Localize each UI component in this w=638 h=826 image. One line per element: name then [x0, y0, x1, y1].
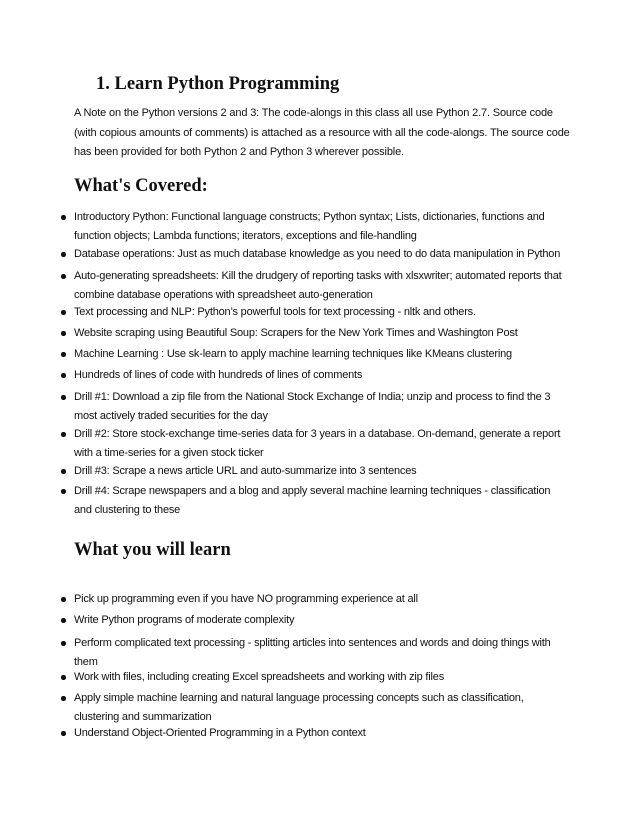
what-you-will-learn-heading: What you will learn [74, 540, 231, 560]
page-title: 1. Learn Python Programming [96, 74, 340, 94]
whats-covered-heading: What's Covered: [74, 176, 208, 196]
list-item: Drill #4: Scrape newspapers and a blog and apply several machine learning techniques - classification and clustering to these [74, 482, 564, 520]
list-item: Auto-generating spreadsheets: Kill the drudgery of reporting tasks with xlsxwriter; automated reports that combine database operations with spreadsheet auto-generation [74, 267, 564, 305]
bullet-icon [61, 352, 66, 357]
list-item: Text processing and NLP: Python’s powerful tools for text processing - nltk and others. [74, 303, 564, 322]
bullet-icon [61, 432, 66, 437]
bullet-icon [61, 731, 66, 736]
list-item: Understand Object-Oriented Programming in a Python context [74, 724, 564, 743]
list-item: Apply simple machine learning and natural language processing concepts such as classification, clustering and summarization [74, 689, 564, 727]
bullet-icon [61, 274, 66, 279]
list-item: Drill #1: Download a zip file from the National Stock Exchange of India; unzip and process to find the 3 most actively traded securities for the day [74, 388, 564, 426]
python-version-note: A Note on the Python versions 2 and 3: The code-alongs in this class all use Python 2.7. Source code (with copious amounts of comments) is attached as a resource with all the code-alongs. The source code has been provided for both Python 2 and Python 3 wherever possible. [74, 107, 570, 158]
bullet-icon [61, 469, 66, 474]
bullet-icon [61, 641, 66, 646]
list-item: Machine Learning : Use sk-learn to apply machine learning techniques like KMeans clustering [74, 345, 564, 364]
list-item: Database operations: Just as much database knowledge as you need to do data manipulation in Python [74, 245, 564, 264]
list-item: Drill #3: Scrape a news article URL and auto-summarize into 3 sentences [74, 462, 564, 481]
bullet-icon [61, 618, 66, 623]
list-item: Hundreds of lines of code with hundreds of lines of comments [74, 366, 564, 385]
bullet-icon [61, 489, 66, 494]
bullet-icon [61, 310, 66, 315]
bullet-icon [61, 373, 66, 378]
list-item: Write Python programs of moderate complexity [74, 611, 564, 630]
bullet-icon [61, 675, 66, 680]
bullet-icon [61, 597, 66, 602]
list-item: Perform complicated text processing - splitting articles into sentences and words and doing things with them [74, 634, 564, 672]
list-item: Work with files, including creating Excel spreadsheets and working with zip files [74, 668, 564, 687]
bullet-icon [61, 215, 66, 220]
bullet-icon [61, 696, 66, 701]
bullet-icon [61, 395, 66, 400]
bullet-icon [61, 252, 66, 257]
bullet-icon [61, 331, 66, 336]
list-item: Pick up programming even if you have NO programming experience at all [74, 590, 564, 609]
list-item: Introductory Python: Functional language constructs; Python syntax; Lists, dictionaries, functions and function objects; Lambda functions; iterators, exceptions and file-handling [74, 208, 564, 246]
list-item: Drill #2: Store stock-exchange time-series data for 3 years in a database. On-demand, generate a report with a time-series for a given stock ticker [74, 425, 564, 463]
list-item: Website scraping using Beautiful Soup: Scrapers for the New York Times and Washington Post [74, 324, 564, 343]
